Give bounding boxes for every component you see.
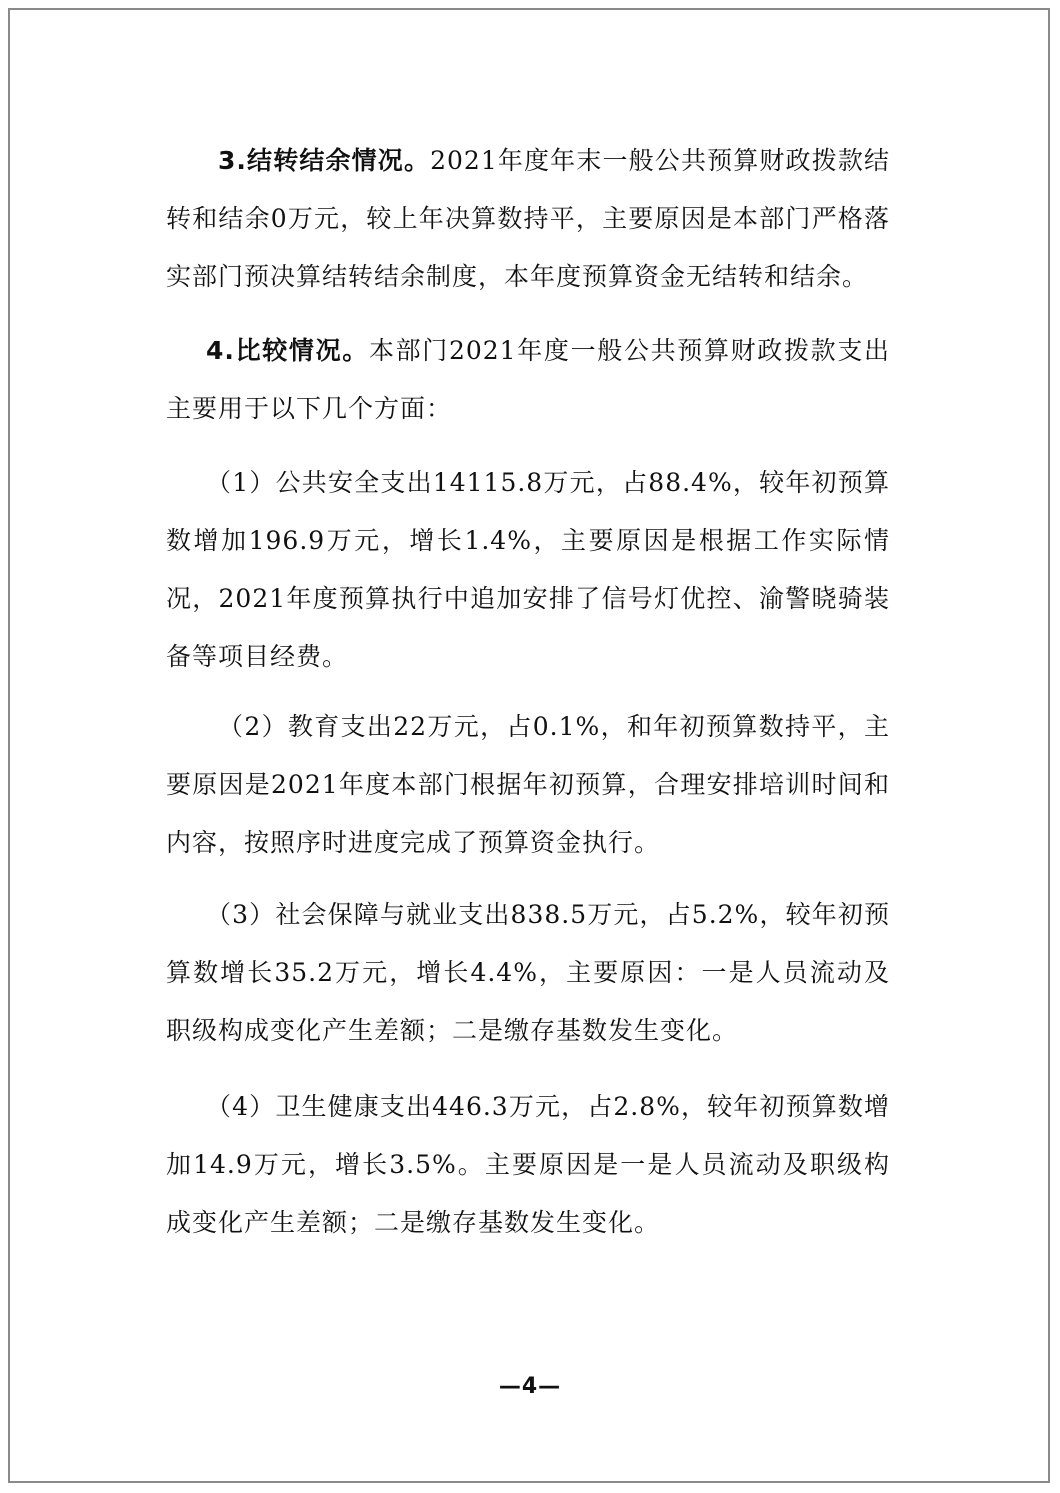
paragraph-heading: 4.比较情况。 bbox=[206, 336, 369, 365]
paragraph-item-health bbox=[166, 1078, 890, 1252]
paragraph-text: （4）卫生健康支出446.3万元，占2.8%，较年初预算数增加14.9万元，增长3.5%。主要原因是一是人员流动及职级构成变化产生差额；二是缴存基数发生变化。 bbox=[166, 1092, 890, 1237]
paragraph-text: （3）社会保障与就业支出838.5万元，占5.2%，较年初预算数增长35.2万元，增长4.4%，主要原因：一是人员流动及职级构成变化产生差额；二是缴存基数发生变化。 bbox=[166, 900, 890, 1045]
paragraph-item-education bbox=[166, 698, 890, 872]
paragraph-heading: 3.结转结余情况。 bbox=[218, 146, 431, 175]
paragraph-item-social-security bbox=[166, 886, 890, 1060]
paragraph-text: 2021年度年末一般公共预算财政拨款结转和结余0万元，较上年决算数持平，主要原因是本部门严格落实部门预决算结转结余制度，本年度预算资金无结转和结余。 bbox=[166, 146, 890, 291]
paragraph-text: （2）教育支出22万元，占0.1%，和年初预算数持平，主要原因是2021年度本部门根据年初预算，合理安排培训时间和内容，按照序时进度完成了预算资金执行。 bbox=[166, 712, 890, 857]
paragraph-text: 本部门2021年度一般公共预算财政拨款支出主要用于以下几个方面： bbox=[166, 336, 890, 423]
paragraph-carryover-balance bbox=[166, 132, 890, 306]
paragraph-text: （1）公共安全支出14115.8万元，占88.4%，较年初预算数增加196.9万元，增长1.4%，主要原因是根据工作实际情况，2021年度预算执行中追加安排了信号灯优控、渝警晓骑装备等项目经费。 bbox=[166, 468, 890, 671]
paragraph-comparison bbox=[166, 322, 890, 438]
paragraph-item-public-security bbox=[166, 454, 890, 686]
page-number: —4— bbox=[498, 1374, 562, 1399]
